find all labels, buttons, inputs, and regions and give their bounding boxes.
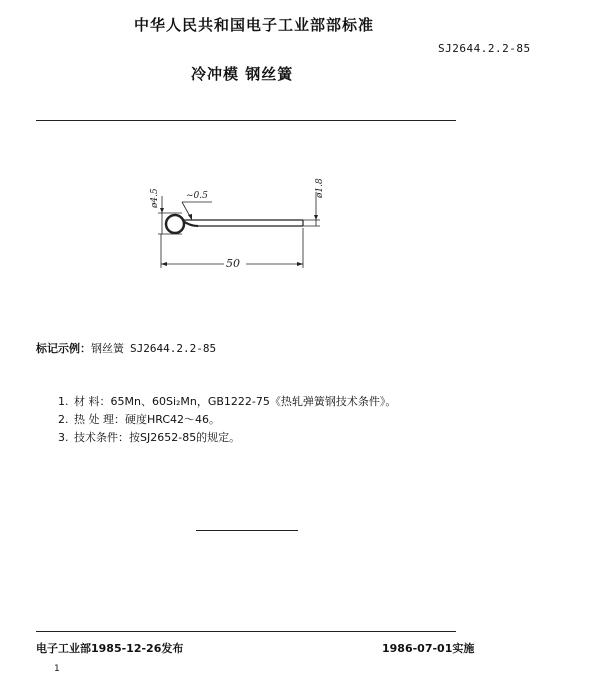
marking-example	[36, 340, 216, 356]
left-diameter-label: ø4.5	[150, 188, 160, 208]
issued-date: 电子工业部1985-12-26发布	[36, 642, 184, 655]
requirement-key: 材 料：	[74, 395, 111, 408]
end-rule	[196, 530, 298, 531]
requirement-key: 技术条件：	[74, 431, 129, 444]
requirement-number: 1.	[58, 395, 69, 408]
marking-value: 钢丝簧	[91, 342, 124, 355]
radius-arrow	[188, 214, 192, 220]
document-title: 冷冲模 钢丝簧	[191, 65, 294, 83]
requirement-text: 65Mn、60Si₂Mn，GB1222-75《热轧弹簧钢技术条件》。	[110, 395, 397, 408]
requirement-item	[58, 429, 240, 445]
top-rule	[36, 120, 456, 121]
hook-loop	[166, 215, 184, 233]
requirement-number: 2.	[58, 413, 69, 426]
effective-date: 1986-07-01实施	[382, 642, 475, 655]
bottom-rule	[36, 631, 456, 632]
marking-code: SJ2644.2.2-85	[130, 342, 217, 355]
length-label: 50	[226, 257, 240, 270]
requirement-text: 硬度HRC42～46。	[125, 413, 221, 426]
requirement-number: 3.	[58, 431, 69, 444]
page-number: 1	[54, 664, 60, 674]
spring-wire-drawing	[120, 168, 350, 278]
requirement-item	[58, 411, 220, 427]
requirement-key: 热 处 理：	[74, 413, 125, 426]
marking-label: 标记示例：	[36, 342, 91, 355]
standard-code: SJ2644.2.2-85	[438, 42, 531, 55]
right-dim-arrow	[314, 215, 318, 220]
length-arrow-right	[297, 262, 303, 266]
left-dim-arrow	[160, 208, 164, 213]
requirement-item	[58, 393, 396, 409]
length-arrow-left	[161, 262, 167, 266]
header-title: 中华人民共和国电子工业部部标准	[134, 16, 375, 34]
right-diameter-label: ø1.8	[315, 178, 325, 198]
hook-neck	[183, 221, 198, 226]
radius-note-label: ~0.5	[186, 191, 208, 201]
requirement-text: 按SJ2652-85的规定。	[129, 431, 241, 444]
